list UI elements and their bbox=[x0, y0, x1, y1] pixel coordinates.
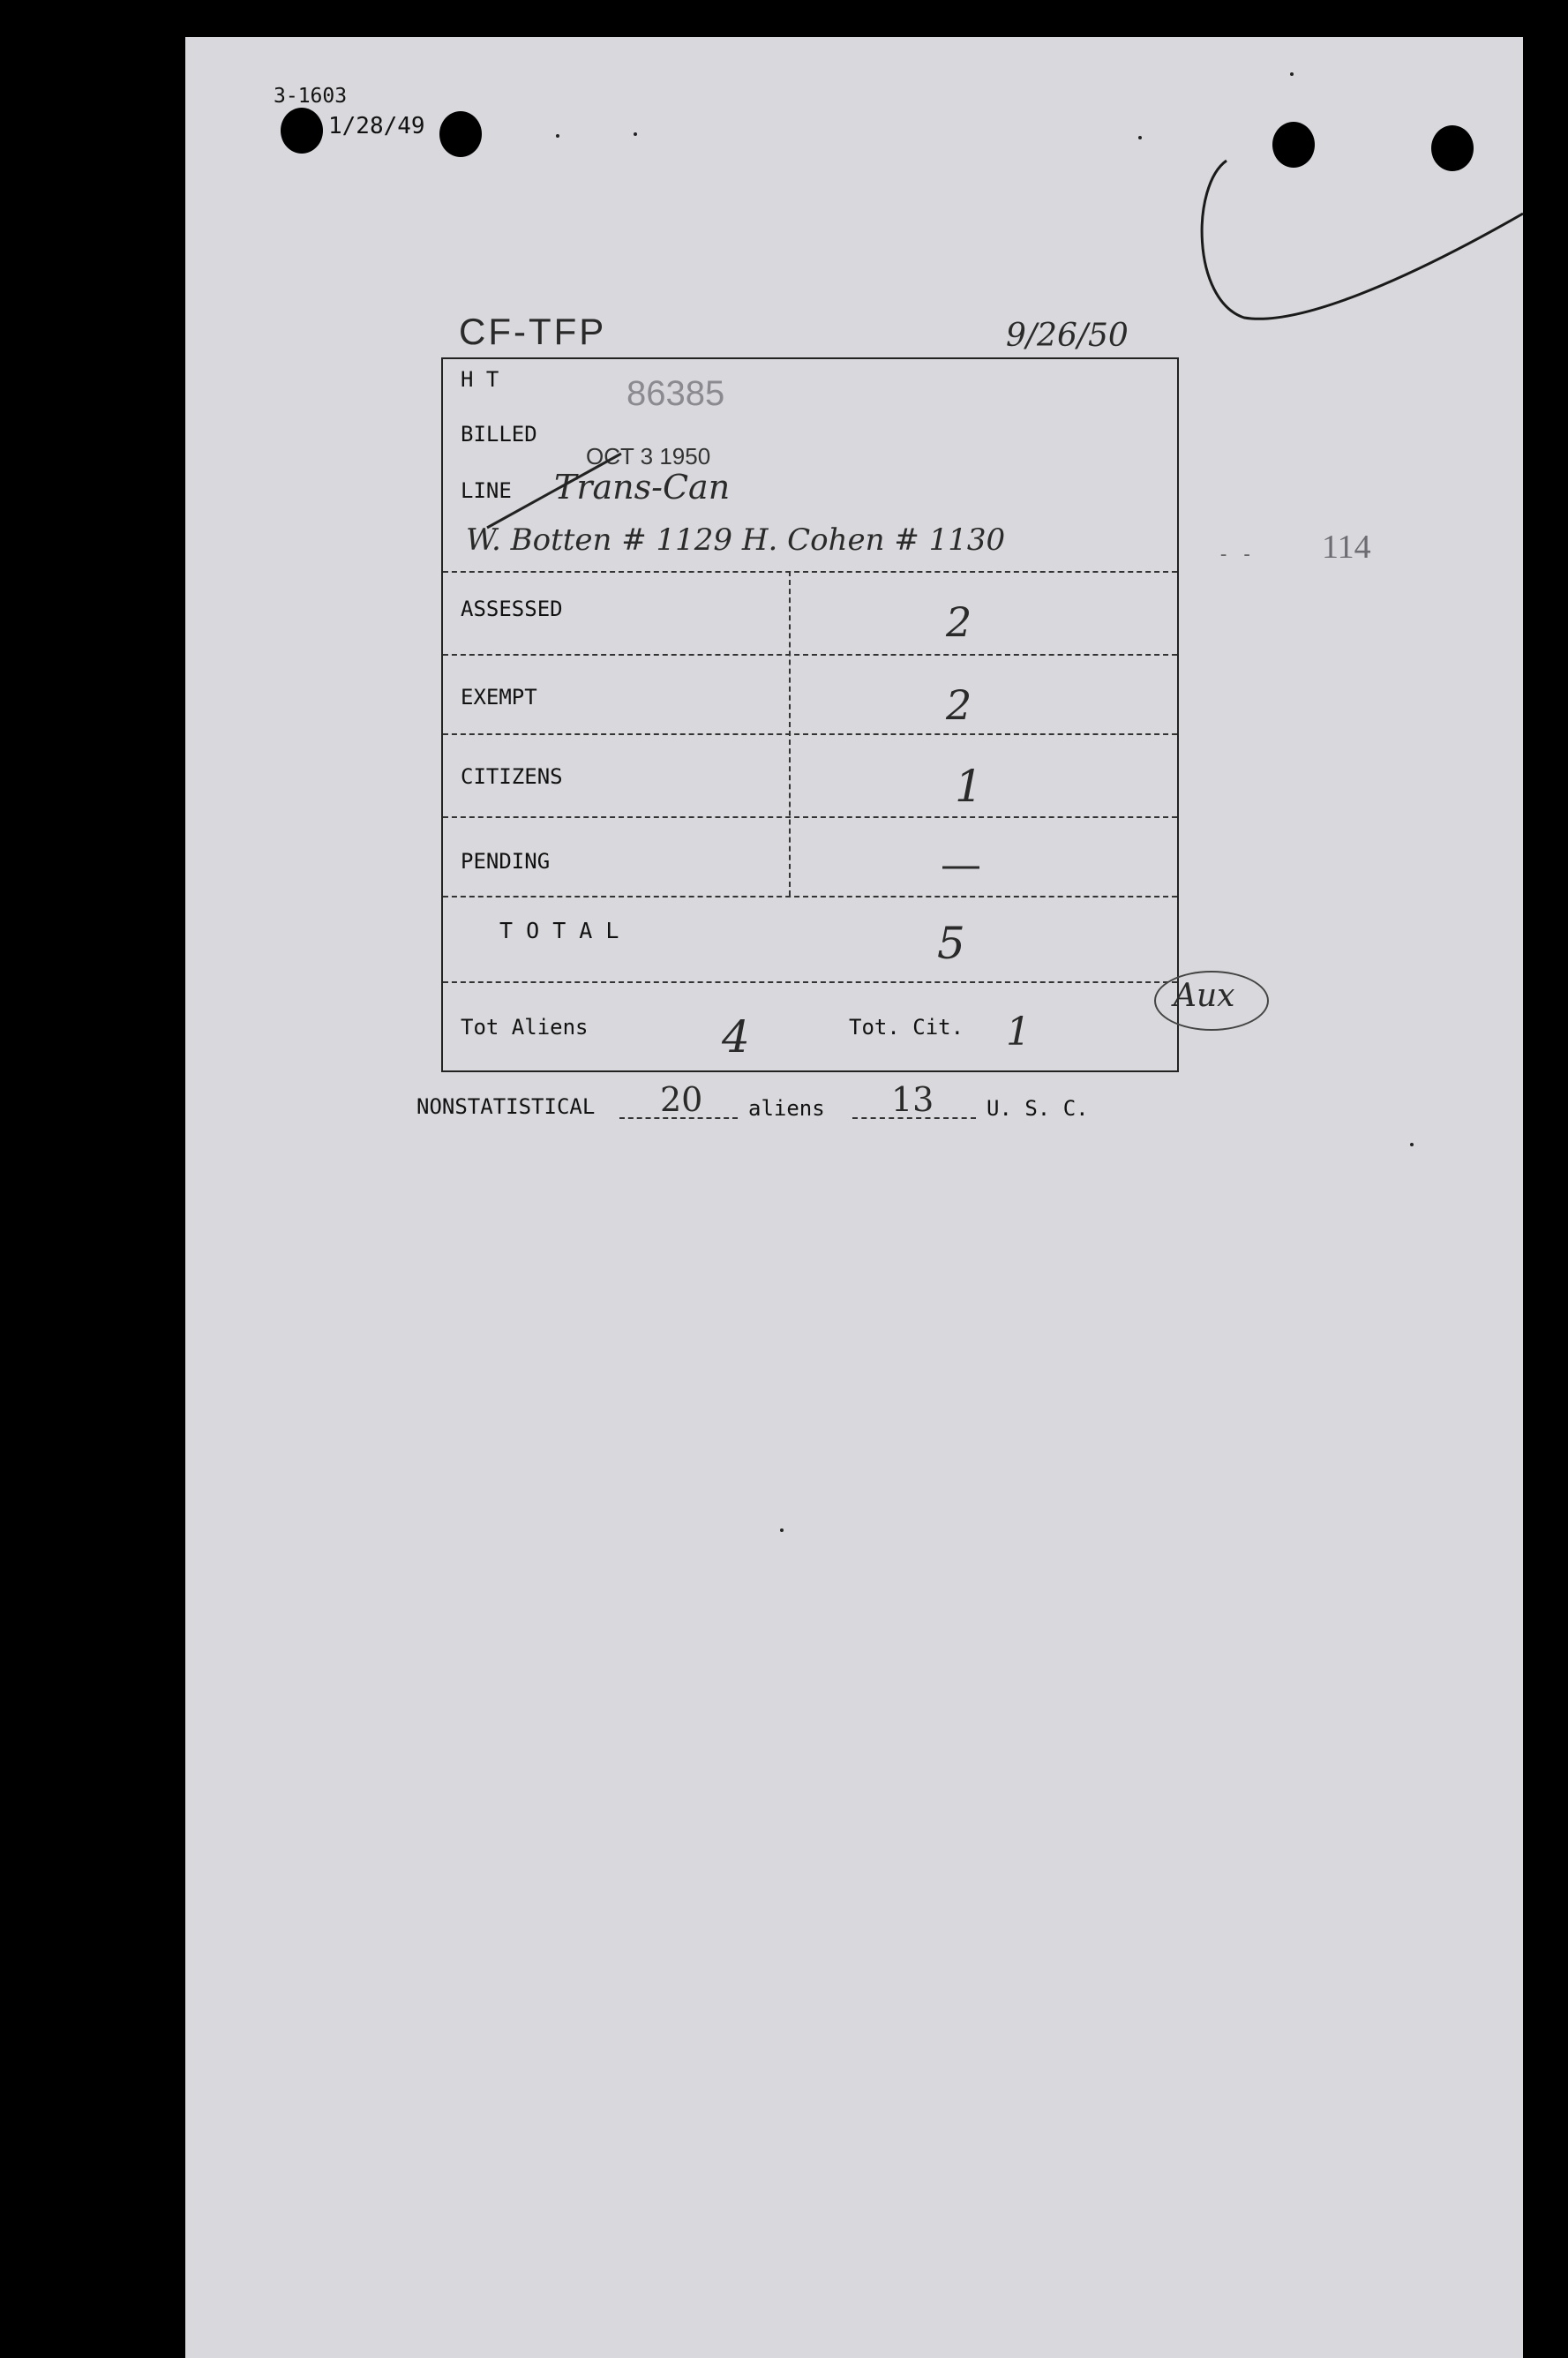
exempt-label: EXEMPT bbox=[461, 685, 537, 710]
nonstatistical-label: NONSTATISTICAL bbox=[416, 1094, 596, 1119]
strike-line bbox=[484, 450, 625, 531]
header-code: CF-TFP bbox=[459, 311, 607, 352]
usc-label: U. S. C. bbox=[987, 1096, 1089, 1121]
tot-aliens-value: 4 bbox=[722, 1011, 750, 1063]
form-divider bbox=[443, 816, 1177, 818]
line-label: LINE bbox=[461, 478, 512, 503]
aliens-value: 20 bbox=[660, 1080, 703, 1119]
pen-curve-mark bbox=[1191, 150, 1527, 335]
ht-label: H T bbox=[461, 367, 499, 392]
billed-label: BILLED bbox=[461, 422, 537, 447]
speck bbox=[780, 1528, 784, 1532]
column-divider bbox=[789, 571, 791, 896]
side-dash-marks: - - bbox=[1218, 544, 1253, 566]
header-date: 9/26/50 bbox=[1006, 318, 1129, 354]
speck bbox=[1290, 72, 1294, 76]
form-divider bbox=[443, 896, 1177, 897]
aliens-label: aliens bbox=[748, 1096, 825, 1121]
speck bbox=[1410, 1143, 1414, 1146]
form-number: 3-1603 bbox=[274, 85, 348, 108]
speck bbox=[634, 132, 637, 136]
assessed-value: 2 bbox=[946, 598, 972, 646]
line-value: Trans-Can bbox=[554, 468, 731, 507]
billed-date-stamp: OCT 3 1950 bbox=[586, 443, 711, 469]
tot-cit-label: Tot. Cit. bbox=[849, 1015, 964, 1040]
pending-label: PENDING bbox=[461, 849, 551, 874]
citizens-label: CITIZENS bbox=[461, 764, 563, 789]
exempt-value: 2 bbox=[946, 681, 972, 729]
speck bbox=[556, 134, 559, 138]
form-divider bbox=[443, 733, 1177, 735]
citizens-value: 1 bbox=[955, 761, 983, 812]
officers-names: W. Botten # 1129 H. Cohen # 1130 bbox=[466, 522, 1006, 558]
form-divider bbox=[443, 981, 1177, 983]
speck bbox=[1138, 136, 1142, 139]
assessed-label: ASSESSED bbox=[461, 597, 563, 621]
pending-value: — bbox=[941, 840, 981, 888]
usc-value: 13 bbox=[891, 1080, 934, 1119]
punch-hole-left bbox=[281, 108, 323, 154]
form-date: 1/28/49 bbox=[328, 113, 425, 139]
side-number: 114 bbox=[1322, 529, 1371, 566]
initials: Aux bbox=[1174, 978, 1235, 1014]
tot-aliens-label: Tot Aliens bbox=[461, 1015, 589, 1040]
punch-hole-left-2 bbox=[439, 111, 482, 157]
ht-number: 86385 bbox=[626, 374, 725, 413]
total-value: 5 bbox=[937, 918, 965, 969]
tot-cit-value: 1 bbox=[1006, 1010, 1031, 1055]
total-label: T O T A L bbox=[499, 918, 619, 943]
form-divider bbox=[443, 571, 1177, 573]
form-divider bbox=[443, 654, 1177, 656]
